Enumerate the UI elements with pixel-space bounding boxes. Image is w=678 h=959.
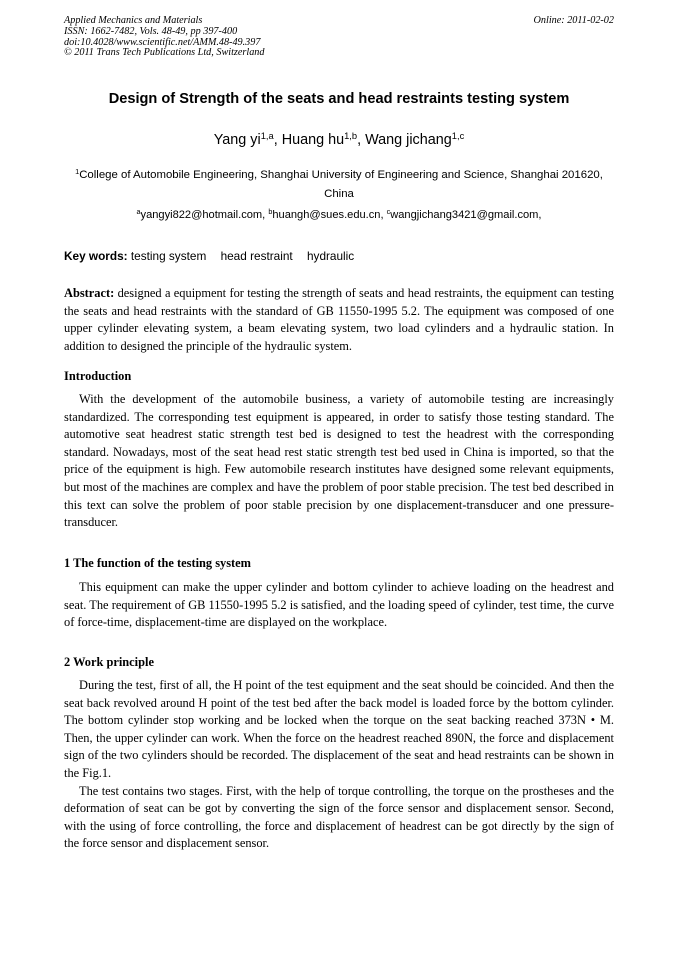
- keyword: head restraint: [220, 249, 293, 263]
- author-name: Yang yi: [213, 132, 261, 148]
- author-superscript: 1,a: [260, 130, 274, 141]
- issn-line: ISSN: 1662-7482, Vols. 48-49, pp 397-400: [64, 25, 238, 37]
- author-name: Wang jichang: [365, 132, 452, 148]
- email-address: yangyi822@hotmail.com,: [140, 209, 266, 221]
- email-address: wangjichang3421@gmail.com,: [390, 209, 542, 221]
- journal-name: Applied Mechanics and Materials: [64, 15, 203, 26]
- email-superscript: b: [268, 207, 273, 217]
- journal-header: [64, 16, 264, 59]
- section-function-body: [64, 579, 614, 632]
- introduction-body: [64, 391, 614, 532]
- author-superscript: 1,b: [344, 130, 358, 141]
- email-superscript: c: [386, 207, 391, 217]
- paragraph: This equipment can make the upper cylinder and bottom cylinder to achieve loading on the headrest and seat. The requirement of GB 11550-1995 5.2 is satisfied, and the loading speed of cylinder, test time, the curve of force-time, displacement-time are displayed on the workplace.: [64, 580, 614, 630]
- paragraph: During the test, first of all, the H point of the test equipment and the seat should be coincided. And then the seat back revolved around H point of the test bed after the back model is loaded force by the bottom cylinder. The bottom cylinder stop working and be locked when the torque on the seat backing reached 373N • M. Then, the upper cylinder can work. When the force on the headrest reached 890N, the force and displacement sign of the two cylinders should be recorded. The displacement of the seat and head restraints can be shown in the Fig.1.: [64, 678, 614, 780]
- section-heading-function: 1 The function of the testing system: [64, 556, 252, 570]
- keyword: hydraulic: [306, 249, 355, 263]
- keyword: testing system: [130, 249, 207, 263]
- email-address: huangh@sues.edu.cn,: [272, 209, 384, 221]
- author-list: Yang yi$^{1,a}$, Huang hu$^{1,b}$, Wang jichang$^{1,c}$: [213, 130, 465, 148]
- affiliation-superscript: 1: [75, 166, 80, 176]
- email-superscript: a: [136, 207, 141, 217]
- section-heading-work-principle: 2 Work principle: [64, 655, 154, 669]
- paragraph: With the development of the automobile business, a variety of automobile testing are increasingly standardized. The corresponding test equipment is appeared, in order to satisfy those testing standard. The automotive seat headrest static strength test bed is designed to test the headrest with the corresponding standard. Nowadays, most of the seat head rest static strength test bed used in China is imported, so that the price of the equipment is high. Few automobile research institutes have designed some relevant equipments, but most of the machines are complex and have the problem of poor stable precision. The test bed described in this text can solve the problem of poor stable precision by one displacement-transducer and one pressure-transducer.: [64, 392, 614, 530]
- abstract: [64, 285, 614, 355]
- keywords: [64, 249, 365, 263]
- email-list: [0, 209, 678, 221]
- abstract-text: designed a equipment for testing the strength of seats and head restraints, the equipment can testing the seats and head restraints with the standard of GB 11550-1995 5.2. The equipment was composed of one upper cylinder elevating system, a beam elevating system, two load cylinders and a hydraulic station. In addition to designed the principle of the hydraulic system.: [64, 286, 614, 353]
- section-heading-introduction: Introduction: [64, 369, 132, 383]
- paper-title: Design of Strength of the seats and head restraints testing system: [108, 91, 570, 107]
- keywords-label: Key words:: [64, 249, 128, 263]
- section-work-principle-body: [64, 677, 614, 853]
- copyright-line: © 2011 Trans Tech Publications Ltd, Switzerland: [64, 47, 265, 59]
- doi-line: doi:10.4028/www.scientific.net/AMM.48-49.397: [64, 36, 261, 48]
- author-superscript: 1,c: [451, 130, 465, 141]
- affiliation: [64, 166, 614, 204]
- author-name: Huang hu: [281, 132, 345, 148]
- paragraph: The test contains two stages. First, with the help of torque controlling, the torque on the prostheses and the deformation of seat can be got by converting the sign of the force sensor and displacement sensor. Second, with the using of force controlling, the force and displacement of headrest can be got directly by the sign of the force sensor and displacement sensor.: [64, 783, 614, 851]
- affiliation-text: College of Automobile Engineering, Shanghai University of Engineering and Science, Shanghai 201620, China: [79, 169, 603, 200]
- abstract-label: Abstract:: [64, 286, 115, 300]
- online-date: Online: 2011-02-02: [533, 15, 614, 26]
